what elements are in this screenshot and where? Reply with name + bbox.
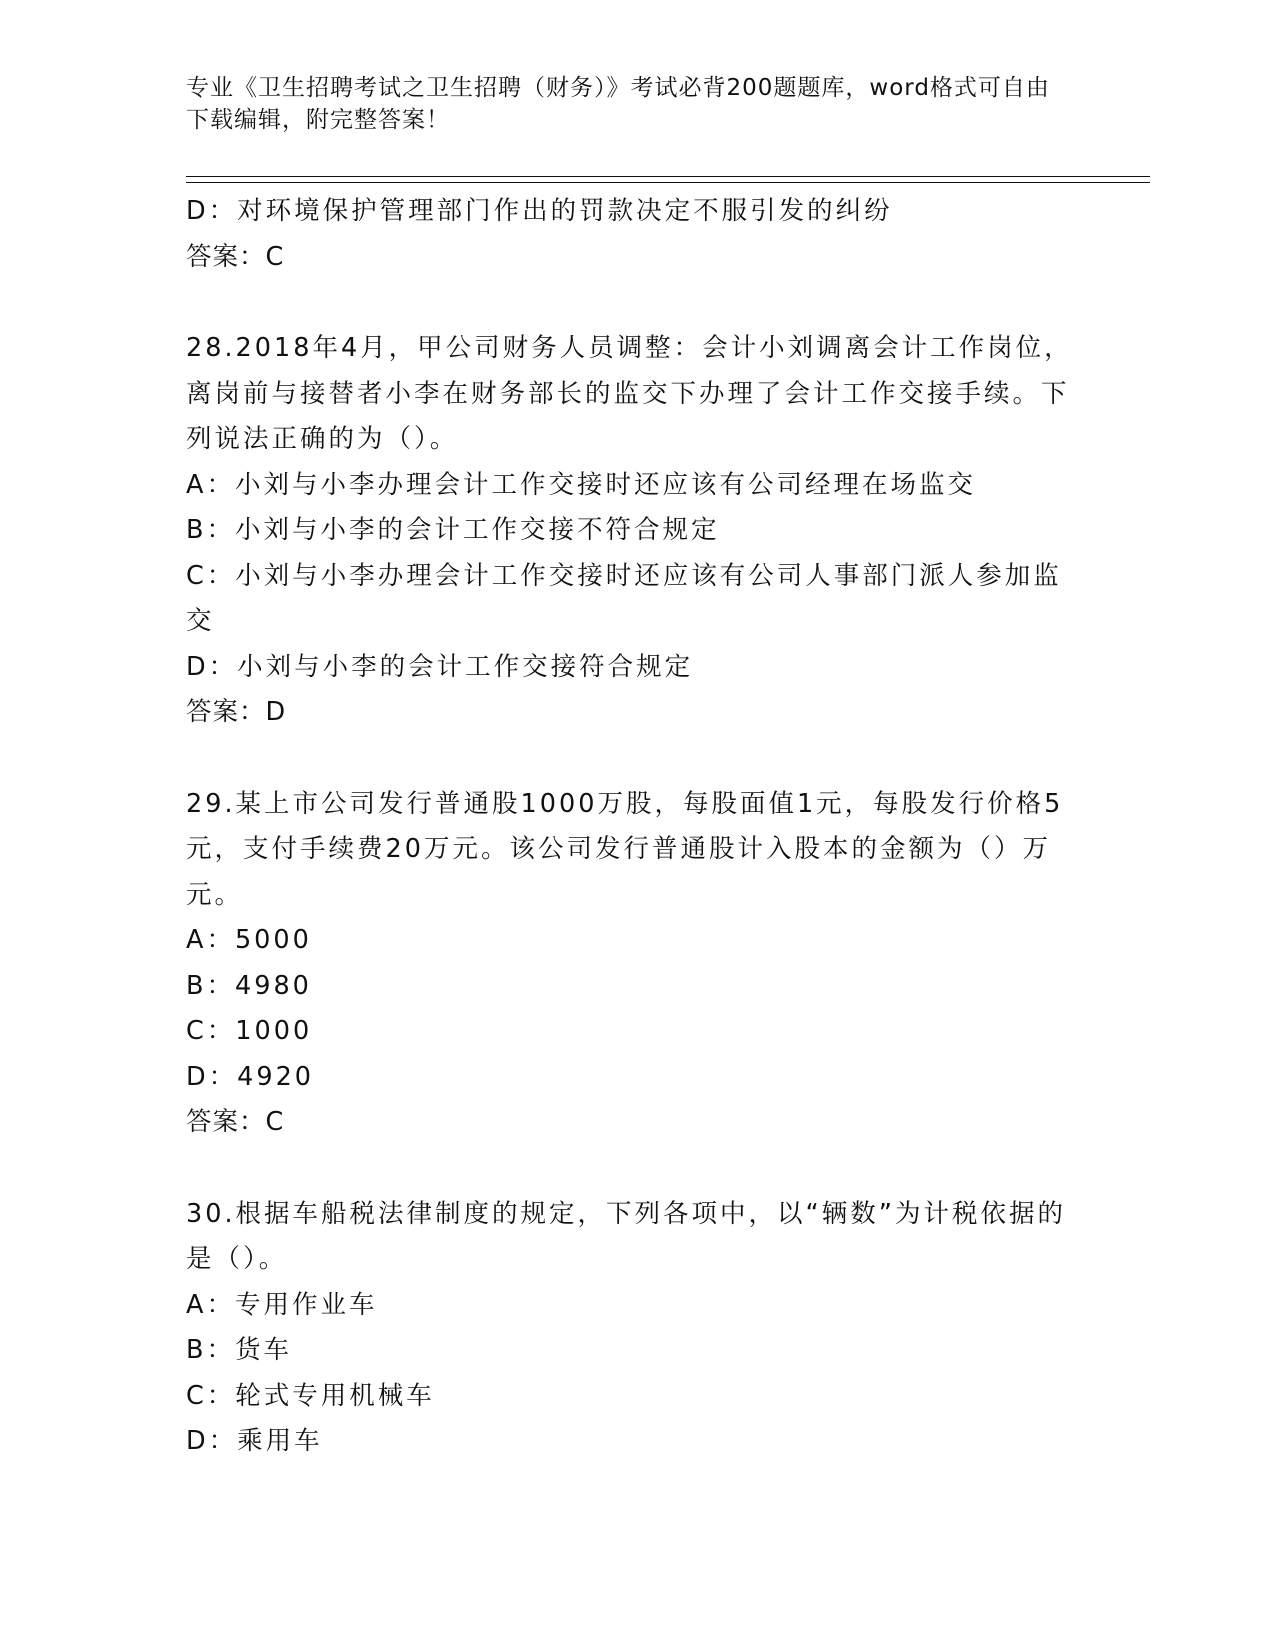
question-28: [186, 326, 1076, 736]
option-d: D：乘用车: [186, 1426, 323, 1456]
question-30: [186, 1192, 1076, 1465]
option-c: C：小刘与小李办理会计工作交接时还应该有公司人事部门派人参加监交: [186, 560, 1062, 636]
option-a: A：专用作业车: [186, 1289, 378, 1320]
option-a: A：小刘与小李办理会计工作交接时还应该有公司经理在场监交: [186, 469, 976, 500]
option-b: B：货车: [186, 1335, 292, 1365]
question-stem: 29.某上市公司发行普通股1000万股，每股面值1元，每股发行价格5元，支付手续费20万元。该公司发行普通股计入股本的金额为（）万元。: [186, 788, 1064, 910]
answer-line: 答案：C: [186, 241, 285, 272]
answer-line: 答案：D: [186, 697, 287, 727]
option-d: D：4920: [186, 1061, 315, 1092]
option-d: D：对环境保护管理部门作出的罚款决定不服引发的纠纷: [186, 196, 893, 226]
option-c: C：轮式专用机械车: [186, 1380, 435, 1411]
spacer: [186, 1146, 1076, 1192]
question-stem: 30.根据车船税法律制度的规定，下列各项中，以“辆数”为计税依据的是（）。: [186, 1198, 1066, 1274]
option-b: B：4980: [186, 970, 312, 1001]
option-a: A：5000: [186, 925, 312, 955]
question-29: [186, 782, 1076, 1146]
answer-line: 答案：C: [186, 1107, 285, 1137]
option-c: C：1000: [186, 1016, 313, 1046]
document-content: [186, 189, 1076, 1465]
spacer: [186, 280, 1076, 326]
header-divider-bottom: [186, 182, 1150, 183]
question-stem: 28.2018年4月，甲公司财务人员调整：会计小刘调离会计工作岗位，离岗前与接替者小李在财务部长的监交下办理了会计工作交接手续。下列说法正确的为（）。: [186, 333, 1073, 454]
spacer: [186, 736, 1076, 782]
header-divider-top: [186, 176, 1150, 177]
option-d: D：小刘与小李的会计工作交接符合规定: [186, 651, 694, 682]
document-header-text: 专业《卫生招聘考试之卫生招聘（财务）》考试必背200题题库，word格式可自由下载编辑，附完整答案！: [186, 75, 1050, 133]
option-b: B：小刘与小李的会计工作交接不符合规定: [186, 515, 720, 545]
previous-question-tail: [186, 189, 1076, 280]
